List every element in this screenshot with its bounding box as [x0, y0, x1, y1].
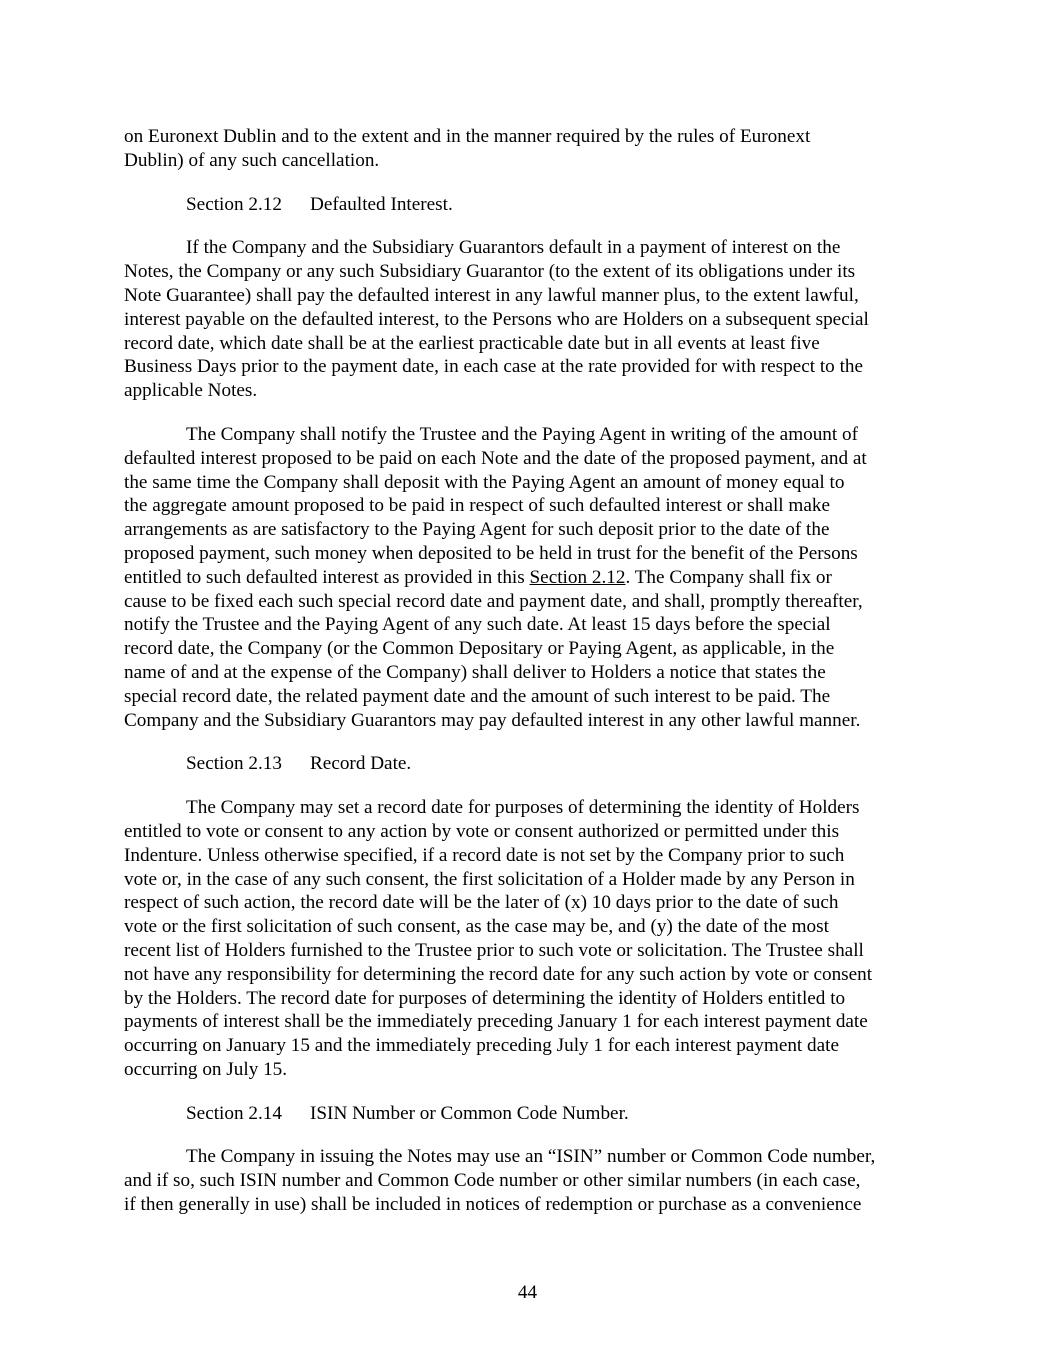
section-reference-link[interactable]: Section 2.12 — [529, 566, 626, 588]
text-line: occurring on January 15 and the immediately preceding July 1 for each interest payment date — [124, 1035, 840, 1057]
text-line: if then generally in use) shall be included in notices of redemption or purchase as a convenience — [124, 1194, 862, 1216]
section-title: ISIN Number or Common Code Number. — [310, 1102, 629, 1124]
text-line: the aggregate amount proposed to be paid in respect of such defaulted interest or shall make — [124, 495, 830, 517]
text-line: by the Holders. The record date for purposes of determining the identity of Holders entitled to — [124, 987, 846, 1009]
text-line: Note Guarantee) shall pay the defaulted interest in any lawful manner plus, to the extent lawful, — [124, 284, 859, 306]
text-line: special record date, the related payment date and the amount of such interest to be paid. The — [124, 685, 831, 707]
text-line: applicable Notes. — [124, 380, 258, 402]
text-line: record date, which date shall be at the earliest practicable date but in all events at least five — [124, 332, 820, 354]
section-heading-2-12 — [124, 193, 934, 217]
text-line: entitled to vote or consent to any action by vote or consent authorized or permitted under this — [124, 820, 840, 842]
text-line: cause to be fixed each such special record date and payment date, and shall, promptly thereafter, — [124, 590, 863, 612]
section-2-13-paragraph-1 — [124, 796, 934, 1082]
section-number: Section 2.12 — [186, 193, 282, 215]
text-line: vote or, in the case of any such consent, the first solicitation of a Holder made by any Person in — [124, 868, 855, 890]
section-title: Record Date. — [310, 753, 412, 775]
text-line: respect of such action, the record date will be the later of (x) 10 days prior to the date of such — [124, 892, 839, 914]
text-line: record date, the Company (or the Common Depositary or Paying Agent, as applicable, in the — [124, 638, 835, 660]
text-line: arrangements as are satisfactory to the Paying Agent for such deposit prior to the date of the — [124, 519, 830, 541]
text-line: Notes, the Company or any such Subsidiary Guarantor (to the extent of its obligations under its — [124, 261, 856, 283]
text-line: payments of interest shall be the immediately preceding January 1 for each interest payment date — [124, 1011, 868, 1033]
text-line: recent list of Holders furnished to the Trustee prior to such vote or solicitation. The Trustee shall — [124, 939, 864, 961]
text-line: The Company may set a record date for purposes of determining the identity of Holders — [186, 797, 860, 819]
section-2-14-paragraph-1 — [124, 1145, 934, 1216]
page-body — [124, 125, 934, 1237]
text-line: occurring on July 15. — [124, 1058, 288, 1080]
text-segment: entitled to such defaulted interest as provided in this — [124, 566, 530, 588]
section-heading-2-13 — [124, 752, 934, 776]
section-title: Defaulted Interest. — [310, 193, 453, 215]
text-line: notify the Trustee and the Paying Agent of any such date. At least 15 days before the special — [124, 614, 831, 636]
text-line: Company and the Subsidiary Guarantors may pay defaulted interest in any other lawful manner. — [124, 709, 861, 731]
section-2-12-paragraph-2 — [124, 423, 934, 732]
text-line: interest payable on the defaulted interest, to the Persons who are Holders on a subsequent special — [124, 308, 869, 330]
text-line: vote or the first solicitation of such consent, as the case may be, and (y) the date of the most — [124, 916, 829, 938]
text-line: the same time the Company shall deposit with the Paying Agent an amount of money equal to — [124, 471, 845, 493]
text-line — [124, 566, 934, 590]
text-line: defaulted interest proposed to be paid on each Note and the date of the proposed payment, and at — [124, 447, 867, 469]
text-line: Indenture. Unless otherwise specified, if a record date is not set by the Company prior to such — [124, 844, 845, 866]
text-line: and if so, such ISIN number and Common Code number or other similar numbers (in each case, — [124, 1170, 861, 1192]
text-segment: . The Company shall fix or — [625, 566, 832, 588]
intro-paragraph — [124, 125, 934, 173]
section-2-12-paragraph-1 — [124, 236, 934, 403]
section-number: Section 2.14 — [186, 1102, 282, 1124]
text-line: Dublin) of any such cancellation. — [124, 149, 380, 171]
text-line: proposed payment, such money when deposited to be held in trust for the benefit of the Persons — [124, 542, 858, 564]
section-number: Section 2.13 — [186, 753, 282, 775]
text-line: If the Company and the Subsidiary Guarantors default in a payment of interest on the — [186, 237, 841, 259]
text-line: on Euronext Dublin and to the extent and in the manner required by the rules of Euronext — [124, 126, 811, 147]
text-line: The Company in issuing the Notes may use an “ISIN” number or Common Code number, — [186, 1146, 876, 1168]
text-line: not have any responsibility for determining the record date for any such action by vote or consent — [124, 963, 873, 985]
text-line: Business Days prior to the payment date, in each case at the rate provided for with respect to the — [124, 356, 864, 378]
section-heading-2-14 — [124, 1102, 934, 1126]
text-line: name of and at the expense of the Company) shall deliver to Holders a notice that states the — [124, 661, 826, 683]
text-line: The Company shall notify the Trustee and the Paying Agent in writing of the amount of — [186, 423, 859, 445]
page-number: 44 — [517, 1282, 538, 1303]
